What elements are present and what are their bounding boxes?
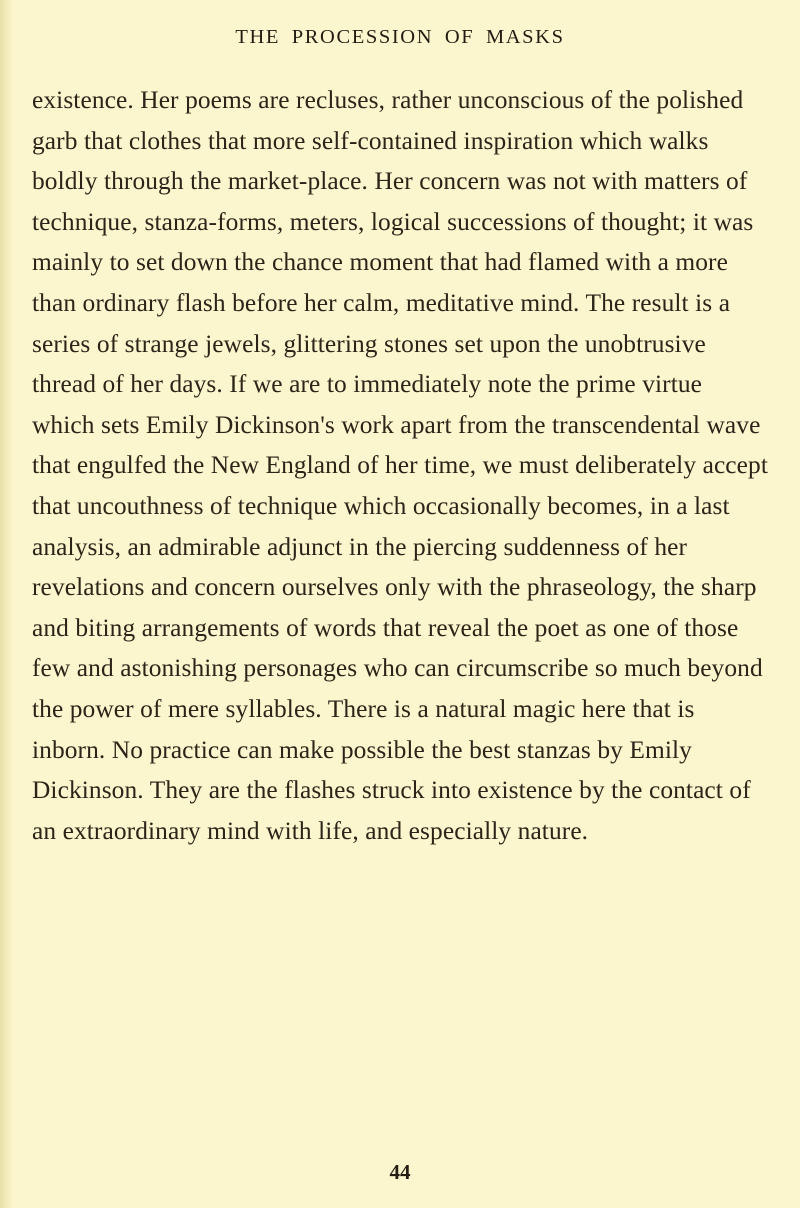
running-head: THE PROCESSION OF MASKS: [235, 26, 565, 48]
page-number: 44: [389, 1160, 411, 1184]
paragraph: existence. Her poems are recluses, rather unconscious of the polished garb that clothes that more self-contained inspiration which walks boldly through the market-place. Her concern was not with matters of technique, stanza-forms, meters, logical successions of thought; it was mainly to set down the chance moment that had flamed with a more than ordinary flash before her calm, meditative mind. The result is a series of strange jewels, glittering stones set upon the unobtrusive thread of her days. If we are to immediately note the prime virtue which sets Emily Dickinson's work apart from the transcendental wave that engulfed the New England of her time, we must deliberately accept that uncouthness of technique which occasionally becomes, in a last analysis, an admirable adjunct in the piercing suddenness of her revelations and concern ourselves only with the phraseology, the sharp and biting arrangements of words that reveal the poet as one of those few and astonishing personages who can circumscribe so much beyond the power of mere syllables. There is a natural magic here that is inborn. No practice can make possible the best stanzas by Emily Dickinson. They are the flashes struck into existence by the contact of an extraordinary mind with life, and especially nature.: [32, 86, 769, 845]
page-gutter-shadow: [0, 0, 14, 1208]
body-text: [32, 80, 768, 851]
